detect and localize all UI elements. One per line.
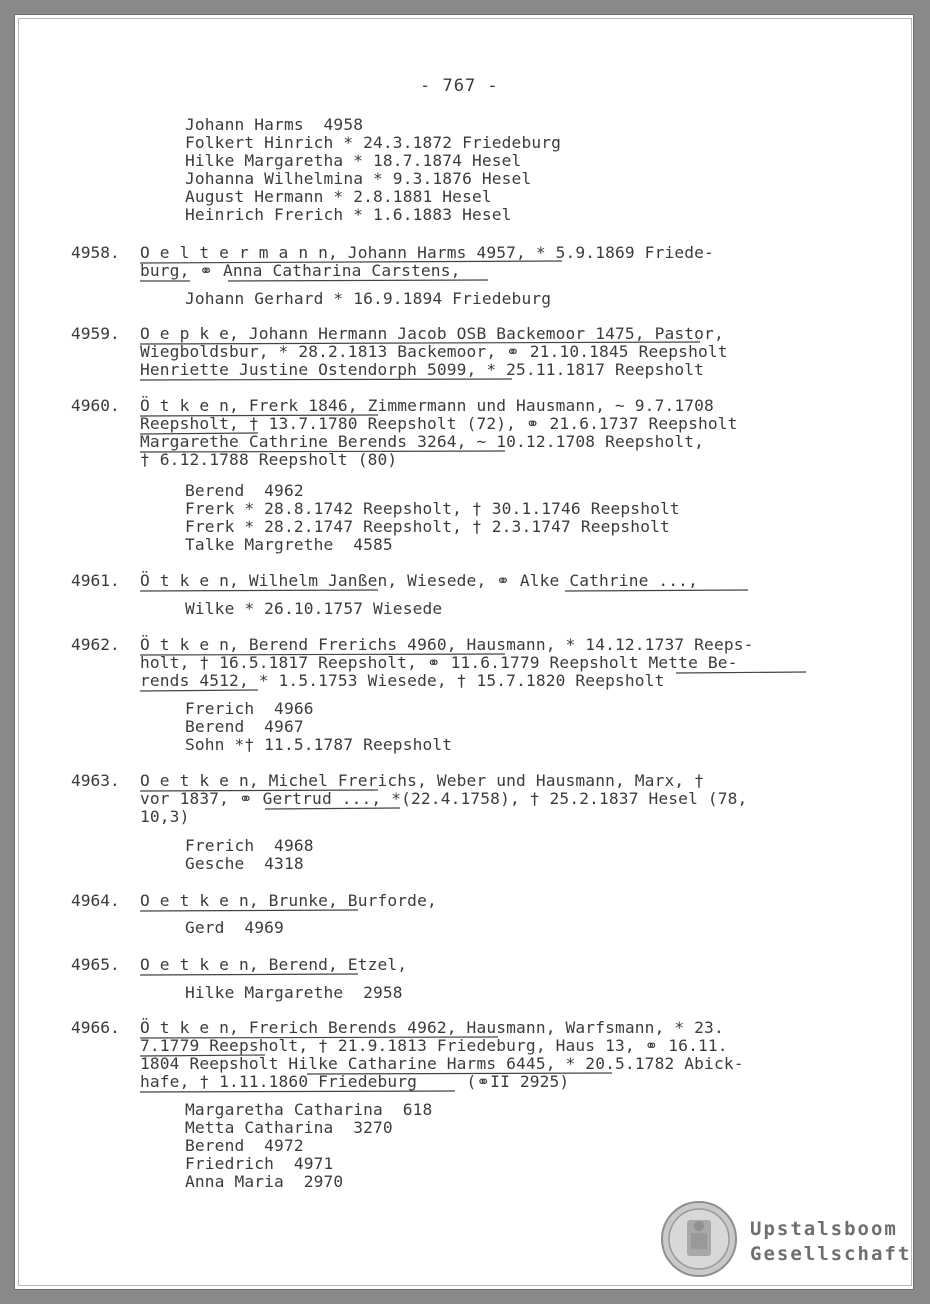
entry-number: 4960. [71, 396, 120, 415]
entry-number: 4963. [71, 771, 120, 790]
entry-line: Ö t k e n, Frerk 1846, Zimmermann und Hausmann, ~ 9.7.1708 [140, 396, 714, 415]
child-line: Wilke * 26.10.1757 Wiesede [185, 599, 443, 618]
entry-line: 1804 Reepsholt Hilke Catharine Harms 6445, * 20.5.1782 Abick- [140, 1054, 744, 1073]
entry-number: 4965. [71, 955, 120, 974]
child-line: Sohn *† 11.5.1787 Reepsholt [185, 735, 453, 754]
entry-line: 7.1779 Reepsholt, † 21.9.1813 Friedeburg, Haus 13, ⚭ 16.11. [140, 1036, 728, 1055]
child-line: Frerk * 28.2.1747 Reepsholt, † 2.3.1747 Reepsholt [185, 517, 670, 536]
child-line: Margaretha Catharina 618 [185, 1100, 433, 1119]
intro-line: August Hermann * 2.8.1881 Hesel [185, 187, 492, 206]
entry-line: Henriette Justine Ostendorph 5099, * 25.11.1817 Reepsholt [140, 360, 705, 379]
entry-line: holt, † 16.5.1817 Reepsholt, ⚭ 11.6.1779 Reepsholt Mette Be- [140, 653, 738, 672]
entry-line: 10,3) [140, 807, 190, 826]
child-line: Gesche 4318 [185, 854, 304, 873]
entry-line: rends 4512, * 1.5.1753 Wiesede, † 15.7.1820 Reepsholt [140, 671, 665, 690]
child-line: Frerich 4966 [185, 699, 314, 718]
seal-icon [660, 1200, 738, 1278]
entry-line: hafe, † 1.11.1860 Friedeburg (⚭II 2925) [140, 1072, 570, 1091]
child-line: Anna Maria 2970 [185, 1172, 344, 1191]
intro-line: Hilke Margaretha * 18.7.1874 Hesel [185, 151, 522, 170]
intro-line: Johann Harms 4958 [185, 115, 364, 134]
child-line: Berend 4972 [185, 1136, 304, 1155]
entry-line: O e p k e, Johann Hermann Jacob OSB Backemoor 1475, Pastor, [140, 324, 724, 343]
child-line: Berend 4962 [185, 481, 304, 500]
page-number: - 767 - [420, 76, 499, 96]
entry-number: 4966. [71, 1018, 120, 1037]
entry-number: 4962. [71, 635, 120, 654]
child-line: Berend 4967 [185, 717, 304, 736]
entry-line: Ö t k e n, Berend Frerichs 4960, Hausmann, * 14.12.1737 Reeps- [140, 635, 754, 654]
entry-line: O e l t e r m a n n, Johann Harms 4957, * 5.9.1869 Friede- [140, 243, 714, 262]
brand-name-line2: Gesellschaft [750, 1243, 912, 1265]
child-line: Friedrich 4971 [185, 1154, 334, 1173]
child-line: Frerich 4968 [185, 836, 314, 855]
entry-number: 4958. [71, 243, 120, 262]
entry-number: 4964. [71, 891, 120, 910]
child-line: Talke Margrethe 4585 [185, 535, 393, 554]
entry-line: Reepsholt, † 13.7.1780 Reepsholt (72), ⚭ 21.6.1737 Reepsholt [140, 414, 738, 433]
entry-line: Ö t k e n, Wilhelm Janßen, Wiesede, ⚭ Alke Cathrine ..., [140, 571, 698, 590]
intro-line: Folkert Hinrich * 24.3.1872 Friedeburg [185, 133, 562, 152]
entry-line: Ö t k e n, Frerich Berends 4962, Hausmann, Warfsmann, * 23. [140, 1018, 724, 1037]
entry-number: 4959. [71, 324, 120, 343]
intro-line: Johanna Wilhelmina * 9.3.1876 Hesel [185, 169, 532, 188]
entry-line: † 6.12.1788 Reepsholt (80) [140, 450, 398, 469]
entry-line: Wiegboldsbur, * 28.2.1813 Backemoor, ⚭ 21.10.1845 Reepsholt [140, 342, 728, 361]
entry-line: O e t k e n, Berend, Etzel, [140, 955, 408, 974]
child-line: Hilke Margarethe 2958 [185, 983, 403, 1002]
entry-line: burg, ⚭ Anna Catharina Carstens, [140, 261, 461, 280]
child-line: Frerk * 28.8.1742 Reepsholt, † 30.1.1746 Reepsholt [185, 499, 680, 518]
entry-number: 4961. [71, 571, 120, 590]
child-line: Gerd 4969 [185, 918, 284, 937]
entry-line: Margarethe Cathrine Berends 3264, ~ 10.12.1708 Reepsholt, [140, 432, 705, 451]
entry-line: O e t k e n, Michel Frerichs, Weber und Hausmann, Marx, † [140, 771, 705, 790]
child-line: Johann Gerhard * 16.9.1894 Friedeburg [185, 289, 552, 308]
brand-name-line1: Upstalsboom [750, 1218, 898, 1240]
entry-line: vor 1837, ⚭ Gertrud ..., *(22.4.1758), † 25.2.1837 Hesel (78, [140, 789, 748, 808]
child-line: Metta Catharina 3270 [185, 1118, 393, 1137]
intro-line: Heinrich Frerich * 1.6.1883 Hesel [185, 205, 512, 224]
entry-line: O e t k e n, Brunke, Burforde, [140, 891, 437, 910]
